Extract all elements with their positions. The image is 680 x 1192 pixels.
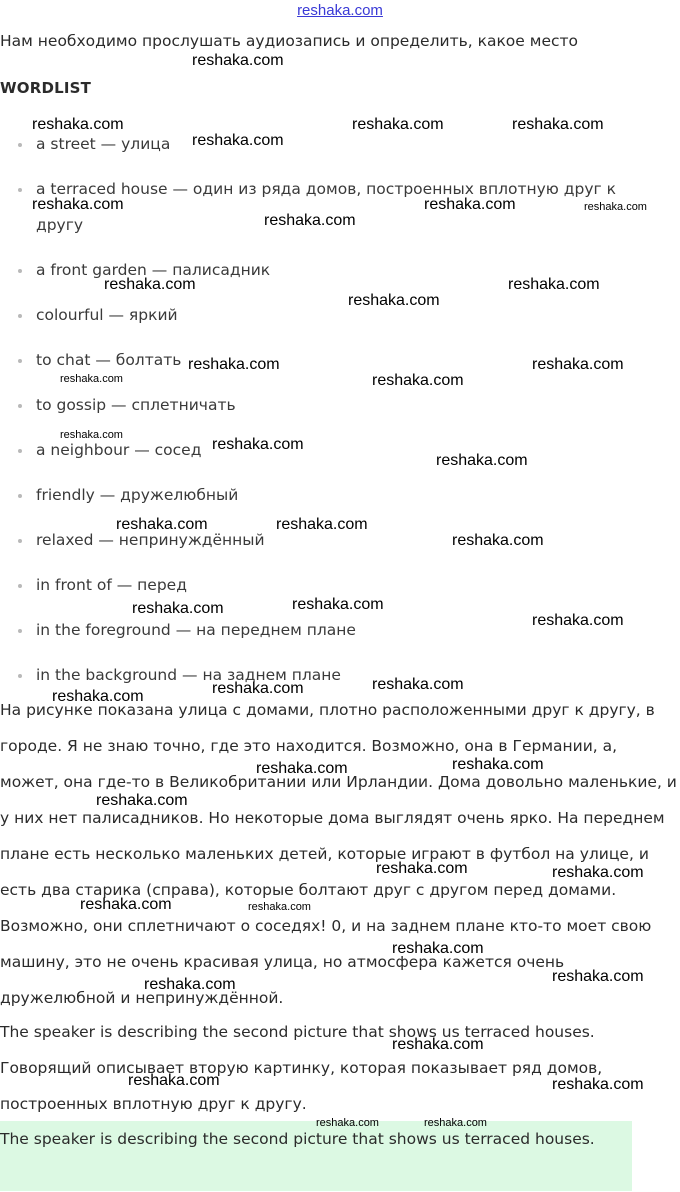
watermark: reshaka.com — [276, 516, 368, 533]
list-item: to gossip — сплетничать — [18, 387, 658, 423]
watermark: reshaka.com — [532, 612, 624, 629]
watermark: reshaka.com — [512, 116, 604, 133]
bullet-icon — [18, 143, 22, 147]
watermark: reshaka.com — [144, 976, 236, 993]
site-header-link[interactable]: reshaka.com — [297, 2, 383, 19]
watermark: reshaka.com — [192, 52, 284, 69]
watermark: reshaka.com — [264, 212, 356, 229]
watermark: reshaka.com — [424, 196, 516, 213]
answer-russian: Говорящий описывает вторую картинку, которая показывает ряд домов, построенных вплотную друг к другу. — [0, 1059, 603, 1113]
answer-highlight-text: The speaker is describing the second picture that shows us terraced houses. — [0, 1130, 595, 1148]
watermark: reshaka.com — [372, 372, 464, 389]
watermark: reshaka.com — [32, 116, 124, 133]
list-item: a street — улица — [18, 126, 658, 162]
bullet-icon — [18, 314, 22, 318]
watermark: reshaka.com — [104, 276, 196, 293]
watermark: reshaka.com — [60, 373, 123, 385]
watermark: reshaka.com — [436, 452, 528, 469]
intro-text: Нам необходимо прослушать аудиозапись и определить, какое место — [0, 32, 579, 50]
watermark: reshaka.com — [452, 756, 544, 773]
bullet-icon — [18, 404, 22, 408]
watermark: reshaka.com — [584, 201, 647, 213]
watermark: reshaka.com — [96, 792, 188, 809]
bullet-icon — [18, 494, 22, 498]
watermark: reshaka.com — [352, 116, 444, 133]
bullet-icon — [18, 188, 22, 192]
watermark: reshaka.com — [452, 532, 544, 549]
watermark: reshaka.com — [424, 1117, 487, 1129]
watermark: reshaka.com — [212, 680, 304, 697]
watermark: reshaka.com — [392, 1036, 484, 1053]
list-item: a front garden — палисадник — [18, 252, 658, 288]
list-item: relaxed — непринуждённый — [18, 522, 658, 558]
watermark: reshaka.com — [132, 600, 224, 617]
watermark: reshaka.com — [128, 1072, 220, 1089]
bullet-icon — [18, 449, 22, 453]
watermark: reshaka.com — [60, 429, 123, 441]
list-item: friendly — дружелюбный — [18, 477, 658, 513]
watermark: reshaka.com — [192, 132, 284, 149]
list-item: in the background — на заднем плане — [18, 657, 658, 693]
watermark: reshaka.com — [116, 516, 208, 533]
watermark: reshaka.com — [32, 196, 124, 213]
list-item: a neighbour — сосед — [18, 432, 658, 468]
watermark: reshaka.com — [212, 436, 304, 453]
watermark: reshaka.com — [532, 356, 624, 373]
list-item: in the foreground — на переднем плане — [18, 612, 658, 648]
wordlist-heading: WORDLIST — [0, 79, 92, 97]
watermark: reshaka.com — [392, 940, 484, 957]
watermark: reshaka.com — [552, 968, 644, 985]
watermark: reshaka.com — [316, 1117, 379, 1129]
description-paragraph: На рисунке показана улица с домами, плотно расположенными друг к другу, в городе. Я не знаю точно, где это находится. Возможно, она в Германии, а, может, она где-то в Великобритании или Ирландии. Дома довольно маленькие, и у них нет палисадников. Но некоторые дома выглядят очень ярко. На переднем плане есть несколько маленьких детей, которые играют в футбол на улице, и есть два старика (справа), которые болтают друг с другом перед домами. Возможно, они сплетничают о соседях! 0, и на заднем плане кто-то моет свою машину, это не очень красивая улица, но атмосфера кажется очень дружелюбной и непринуждённой. — [0, 701, 677, 1007]
watermark: reshaka.com — [52, 688, 144, 705]
bullet-icon — [18, 629, 22, 633]
bullet-icon — [18, 539, 22, 543]
list-item: to chat — болтать — [18, 342, 658, 378]
list-item: in front of — перед — [18, 567, 658, 603]
list-item: a terraced house — один из ряда домов, построенных вплотную друг к другу — [18, 171, 658, 243]
answer-english: The speaker is describing the second picture that shows us terraced houses. — [0, 1023, 595, 1041]
watermark: reshaka.com — [508, 276, 600, 293]
watermark: reshaka.com — [372, 676, 464, 693]
watermark: reshaka.com — [552, 864, 644, 881]
watermark: reshaka.com — [376, 860, 468, 877]
watermark: reshaka.com — [256, 760, 348, 777]
bullet-icon — [18, 269, 22, 273]
list-item: colourful — яркий — [18, 297, 658, 333]
bullet-icon — [18, 359, 22, 363]
watermark: reshaka.com — [80, 896, 172, 913]
watermark: reshaka.com — [348, 292, 440, 309]
bullet-icon — [18, 674, 22, 678]
watermark: reshaka.com — [248, 901, 311, 913]
watermark: reshaka.com — [552, 1076, 644, 1093]
bullet-icon — [18, 584, 22, 588]
watermark: reshaka.com — [292, 596, 384, 613]
watermark: reshaka.com — [188, 356, 280, 373]
